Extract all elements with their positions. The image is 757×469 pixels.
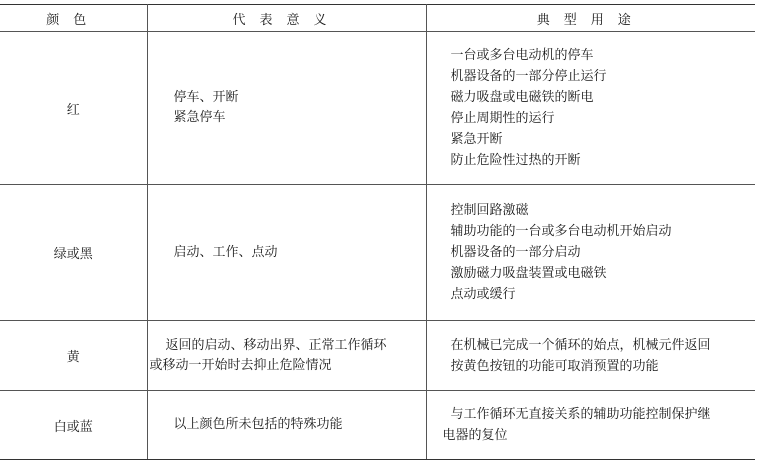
usage-line: 紧急开断	[450, 132, 503, 147]
usage-cell	[426, 32, 755, 185]
meaning-line: 停车、开断	[173, 90, 239, 105]
color-cell: 黄	[0, 321, 147, 391]
table-row-white-blue	[0, 391, 755, 460]
meaning-cell	[147, 391, 426, 460]
table-row-green-black	[0, 185, 755, 321]
usage-line: 停止周期性的运行	[450, 111, 555, 126]
color-cell: 红	[0, 32, 147, 185]
usage-line: 在机械已完成一个循环的始点，机械元件返回	[450, 337, 711, 353]
usage-line: 与工作循环无直接关系的辅助功能控制保护继	[450, 407, 711, 422]
color-cell: 白或蓝	[0, 391, 147, 460]
meaning-line: 以上颜色所未包括的特殊功能	[173, 417, 343, 432]
header-color: 颜色	[0, 5, 147, 32]
usage-line: 磁力吸盘或电磁铁的断电	[450, 90, 594, 105]
usage-line: 一台或多台电动机的停车	[450, 48, 594, 63]
meaning-line: 紧急停车	[173, 110, 226, 125]
usage-line: 机器设备的一部分停止运行	[450, 69, 607, 84]
header-meaning: 代表意义	[147, 5, 426, 32]
header-usage: 典型用途	[426, 5, 755, 32]
meaning-line: 返回的启动、移动出界、正常工作循环	[165, 337, 387, 353]
usage-line: 控制回路激磁	[450, 203, 529, 218]
usage-line: 激励磁力吸盘装置或电磁铁	[450, 266, 607, 281]
meaning-line: 或移动一开始时去抑止危险情况	[149, 357, 332, 373]
color-cell: 绿或黑	[0, 185, 147, 321]
usage-line: 按黄色按钮的功能可取消预置的功能	[450, 358, 659, 374]
usage-cell	[426, 391, 755, 460]
meaning-cell	[147, 32, 426, 185]
color-meaning-table	[0, 4, 755, 460]
usage-cell	[426, 185, 755, 321]
usage-line: 点动或缓行	[450, 287, 516, 302]
table-row-yellow	[0, 321, 755, 391]
usage-cell	[426, 321, 755, 391]
table-row-red	[0, 32, 755, 185]
meaning-cell	[147, 321, 426, 391]
meaning-cell	[147, 185, 426, 321]
usage-line: 辅助功能的一台或多台电动机开始启动	[450, 224, 672, 239]
meaning-line: 启动、工作、点动	[173, 244, 278, 260]
header-row	[0, 5, 755, 32]
usage-line: 机器设备的一部分启动	[450, 245, 581, 260]
usage-line: 防止危险性过热的开断	[450, 153, 581, 168]
usage-line: 电器的复位	[442, 428, 508, 443]
